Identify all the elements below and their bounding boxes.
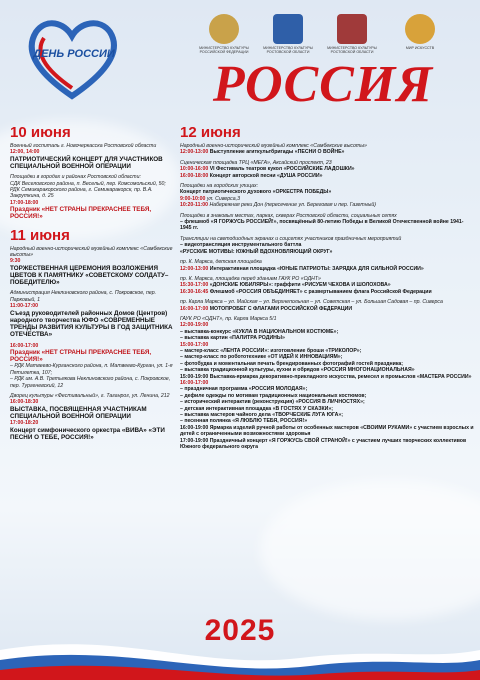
event-time: 15:30-17:00 (180, 282, 209, 289)
event-line: 17:00-19:00 Праздничный концерт «Я ГОРЖУСЬ СВОЙ СТРАНОЙ!» с участием лучших творческих коллективов Южного федерального округа (180, 437, 467, 451)
event-title: – видеотрансляция инструментального баттла (180, 242, 302, 249)
event-line: – фотобудка и моментальная печать брендированных фотографий гостей праздника; (180, 360, 404, 367)
event-location: Площадки в городах и районах Ростовской области: (10, 174, 141, 181)
event-time: 16:00-17:00 (180, 380, 209, 386)
day-heading: 11 июня (10, 226, 70, 244)
event-line: – выставка картин «ПАЛИТРА РОДИНЫ» (180, 335, 285, 342)
event-block (180, 183, 475, 209)
day-of-russia-logo (22, 14, 122, 102)
event-location: Дворец культуры «Фестивальный», г. Таганрог, ул. Ленина, 212 (10, 392, 170, 399)
year-label: 2025 (204, 614, 276, 647)
event-time: 16:00-18:00 (180, 172, 209, 179)
event-line: – выставка-конкурс «КУКЛА В НАЦИОНАЛЬНОМ КОСТЮМЕ»; (180, 328, 339, 335)
event-location: Администрация Неклиновского района, с. Покровское, пер. Парковый, 1 (10, 290, 157, 303)
emblem-caption: МИНИСТЕРСТВО КУЛЬТУРЫ РОССИЙСКОЙ ФЕДЕРАЦИИ (199, 46, 249, 55)
event-line: – детская интерактивная площадка «В ГОСТЯХ У СКАЗКИ»; (180, 405, 334, 412)
event-block (180, 299, 475, 312)
event-block (180, 316, 475, 451)
event-line: – мастер-класс «ЛЕНТА РОССИИ»: изготовление броши «ТРИКОЛОР»; (180, 347, 362, 354)
emblem (392, 14, 448, 50)
event-location: пр. К. Маркса, детская площадка (180, 259, 262, 266)
event-location: – РДК им. А.В. Третьякова Неклиновского района, с. Покровское, пер. Тургеневский, 12 (10, 376, 171, 389)
event-location: Военный госпиталь г. Новочеркасска Ростовской области (10, 143, 157, 149)
event-block (180, 213, 475, 232)
event-location: РДК Семикаракорского района, г. Семикаракорск, пр. В.А. Закруткина, д. 25 (10, 187, 153, 200)
event-time: 17:00-18:00 (10, 199, 39, 206)
event-title: VI Фестиваль театров кукол «РОССИЙСКИЕ ЛАДОШКИ» (209, 166, 355, 173)
event-time: 16:00-18:30 (10, 399, 39, 406)
left-column (10, 124, 180, 445)
emblem (260, 14, 316, 54)
event-block (10, 393, 180, 441)
emblem (324, 14, 380, 54)
event-location: СДК Веселовского района, п. Веселый, пер. Комсомольский, 50; (10, 180, 166, 187)
event-location: Площадки в знаковых местах, парках, скверах Ростовской области, социальных сетях (180, 212, 397, 219)
tricolor-ribbon-decoration (0, 620, 480, 680)
event-time: 12:00-13:00 (180, 265, 209, 272)
emblem-caption: МИНИСТЕРСТВО КУЛЬТУРЫ РОСТОВСКОЙ ОБЛАСТИ (327, 46, 377, 55)
event-title: «РУССКИЕ МОТИВЫ: ЮЖНЫЙ ВДОХНОВЛЯЮЩИЙ ОКРУГ» (180, 248, 333, 255)
event-time: 10:20-11:00 (180, 202, 208, 209)
event-location: – РДК Матвеево-Курганского района, п. Матвеево-Курган, ул. 1-я Пятилетка, 107; (10, 363, 173, 376)
event-line: 15:00-19:00 Выставка-ярмарка декоративно-прикладного искусства, ремесел и промыслов «МАСТЕРА РОССИИ» (180, 373, 472, 380)
logo-title: ДЕНЬ РОССИИ (33, 48, 115, 60)
cloud-decoration (260, 480, 480, 620)
event-block (10, 143, 180, 170)
day-heading: 12 июня (180, 124, 241, 141)
event-title: Выступление агиткультбригады «ПЕСНИ О ВОЙНЕ» (209, 149, 345, 156)
event-title: Интерактивная площадка «ЮНЫЕ ПАТРИОТЫ: ЗАРЯДКА ДЛЯ СИЛЬНОЙ РОССИИ» (209, 265, 424, 272)
event-time: 9:30 (10, 258, 21, 265)
event-block (180, 276, 475, 295)
emblem-caption: МИР ИСКУССТВ (405, 46, 435, 50)
event-location: пр. Карла Маркса – ул. Майская – ул. Верхнепольная – ул. Советская – ул. Большая Садовая – пр. Сиверса (180, 299, 443, 306)
event-line: – выставка мастеров чайного дела «ТВОРЧЕСКИЕ ЛУГА ЮГА»; (180, 412, 343, 419)
event-location: Площадки на городских улицах: (180, 183, 259, 190)
event-location: Трансляции на светодиодных экранах и соцсетях участников праздничных мероприятий (180, 235, 402, 242)
emblem-caption: МИНИСТЕРСТВО КУЛЬТУРЫ РОСТОВСКОЙ ОБЛАСТИ (263, 46, 313, 55)
event-block (10, 343, 180, 389)
event-title: Концерт авторской песни «ДУША РОССИИ» (209, 172, 323, 179)
day-heading: 10 июня (10, 124, 71, 141)
event-line: 16:00-19:00 Ярмарка изделий ручной работы от особенных мастеров «СВОИМИ РУКАМИ» с участием взрослых и детей с ограниченными возможностями здоровья (180, 424, 474, 438)
event-title: ПАТРИОТИЧЕСКИЙ КОНЦЕРТ ДЛЯ УЧАСТНИКОВ СПЕЦИАЛЬНОЙ ВОЕННОЙ ОПЕРАЦИИ (10, 155, 163, 171)
event-title: Флешмоб «РОССИЯ ОБЪЕДИНЯЕТ» с развертыванием флага Российской Федерации (209, 288, 432, 295)
event-title: Праздник «НЕТ СТРАНЫ ПРЕКРАСНЕЕ ТЕБЯ, РОССИЯ!» (10, 206, 152, 221)
event-location: Сценическая площадка ТРЦ «МЕГА», Аксайский проспект, 23 (180, 159, 332, 166)
emblem (196, 14, 252, 54)
event-location: ГАУК РО «ОДНТ», пр. Карла Маркса 5/1 (180, 315, 277, 322)
event-title: Концерт патриотического духового «ОРКЕСТРА ПОБЕДЫ» (180, 189, 332, 196)
event-line: – праздничная программа «РОССИЯ МОЛОДАЯ»; (180, 386, 308, 393)
event-location: ул. Сиверса,3 (206, 195, 240, 202)
event-location: Народный военно-исторический музейный комплекс «Самбекские высоты» (180, 143, 367, 149)
coat-of-arms-icon (209, 14, 239, 44)
event-line: – исторический интерактив (реконструкция) «РОССИЯ В ЛИЧНОСТЯХ»; (180, 399, 365, 406)
russia-title-text: РОССИЯ (212, 56, 434, 113)
event-time: 12:00, 14:00 (10, 149, 40, 156)
event-location: пр. К. Маркса, площадка перед зданием ГАУК РО «ОДНТ» (180, 275, 321, 282)
event-time: 12:00-19:00 (180, 322, 209, 329)
event-time: 16:00-17:00 (180, 305, 209, 312)
event-title: Концерт симфонического оркестра «ВИВА» «ЭТИ ПЕСНИ О ТЕБЕ, РОССИЯ!» (10, 426, 165, 441)
event-time: 16:00-17:00 (10, 342, 39, 349)
event-title: – флешмоб «Я ГОРЖУСЬ РОССИЕЙ!», посвящённый 80-летию Победы в Великой Отечественной войне 1941-1945 гг. (180, 219, 464, 232)
event-time: 12:00-13:00 (180, 149, 209, 156)
right-column (180, 124, 475, 454)
coat-of-arms-icon (337, 14, 367, 44)
event-time: 11:00-17:00 (10, 303, 38, 310)
event-line: – мастер-класс по робототехнике «ОТ ИДЕЙ К ИННОВАЦИЯМ»; (180, 354, 343, 361)
coat-of-arms-icon (273, 14, 303, 44)
event-time: 10:00-16:00 (180, 166, 209, 173)
event-time: 15:00-17:00 (180, 341, 209, 348)
event-title: МОТОПРОБЕГ С ФЛАГАМИ РОССИЙСКОЙ ФЕДЕРАЦИИ (209, 305, 353, 312)
event-line: – песенная полянка «Я ЛЮБЛЮ ТЕБЯ, РОССИЯ!» (180, 418, 308, 425)
event-location: Набережная реки Дон (пересечение ул. Береговая и пер. Газетный) (209, 202, 376, 209)
event-block (180, 160, 475, 179)
event-block (180, 259, 475, 272)
russia-title (168, 56, 468, 114)
event-block (10, 174, 180, 220)
event-time: 17:00-18:20 (10, 420, 39, 427)
event-block (10, 290, 180, 338)
event-time: 16:30-16:45 (180, 288, 209, 295)
event-title: ТОРЖЕСТВЕННАЯ ЦЕРЕМОНИЯ ВОЗЛОЖЕНИЯ ЦВЕТОВ К ПАМЯТНИКУ «СОВЕТСКОМУ СОЛДАТУ–ПОБЕДИТЕЛЮ» (10, 264, 169, 287)
event-title: «ДОНСКИЕ ЮБИЛЯРЫ»: граффити «РИСУЕМ ЧЕХОВА И ШОЛОХОВА» (209, 282, 391, 289)
art-logo-icon (405, 14, 435, 44)
event-location: Народный военно-исторический музейный комплекс «Самбекские высоты» (10, 245, 173, 259)
event-block (180, 236, 475, 255)
event-line: – дефиле одежды по мотивам традиционных национальных костюмов; (180, 392, 367, 399)
event-title: Съезд руководителей районных Домов (Центров) народного творчества ЮФО «СОВРЕМЕННЫЕ ТРЕНДЫ РАЗВИТИЯ КУЛЬТУРЫ В ГОД ЗАЩИТНИКА ОТЕЧЕСТВА» (10, 309, 173, 339)
event-line: – выставка традиционной культуры, кухни и обрядов «РОССИЯ МНОГОНАЦИОНАЛЬНАЯ» (180, 367, 415, 374)
event-block (180, 143, 475, 156)
event-title: ВЫСТАВКА, ПОСВЯЩЕННАЯ УЧАСТНИКАМ СПЕЦИАЛЬНОЙ ВОЕННОЙ ОПЕРАЦИИ (10, 405, 147, 420)
event-block (10, 246, 180, 287)
event-time: 9:00-10:00 (180, 195, 206, 202)
event-title: Праздник «НЕТ СТРАНЫ ПРЕКРАСНЕЕ ТЕБЯ, РОССИЯ!» (10, 348, 152, 364)
